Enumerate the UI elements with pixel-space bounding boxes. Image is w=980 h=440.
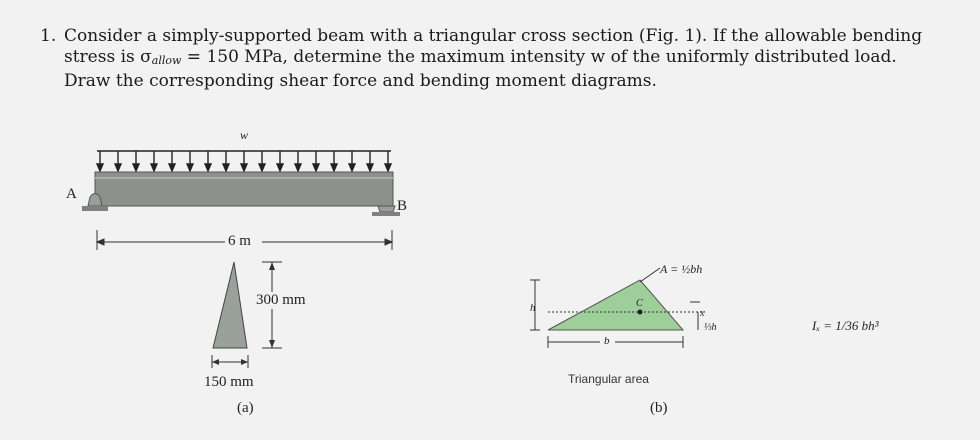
problem-line-1: Consider a simply-supported beam with a triangular cross section (Fig. 1). If the allowable bending bbox=[64, 26, 923, 46]
support-b-label: B bbox=[397, 198, 408, 214]
caption-a: (a) bbox=[237, 400, 254, 416]
problem-line-3: Draw the corresponding shear force and bending moment diagrams. bbox=[64, 71, 657, 91]
support-a-label: A bbox=[66, 186, 77, 202]
area-formula: A = ½bh bbox=[660, 262, 703, 276]
load-arrow-head bbox=[187, 164, 193, 171]
load-arrow-head bbox=[133, 164, 139, 171]
centroid-offset: ⅓h bbox=[704, 322, 717, 333]
load-arrow-head bbox=[223, 164, 229, 171]
load-arrow-head bbox=[97, 164, 103, 171]
load-arrow-head bbox=[331, 164, 337, 171]
height-label: 300 mm bbox=[256, 292, 306, 308]
load-arrow-head bbox=[169, 164, 175, 171]
problem-line-2-end: = 150 MPa, determine the maximum intensity w of the uniformly distributed load. bbox=[181, 47, 897, 67]
centroid-symbol: C bbox=[636, 298, 643, 309]
load-arrow-head bbox=[205, 164, 211, 171]
load-arrow-head bbox=[367, 164, 373, 171]
load-arrow-head bbox=[313, 164, 319, 171]
load-arrow-head bbox=[241, 164, 247, 171]
caption-b: (b) bbox=[650, 400, 668, 416]
base-symbol: b bbox=[604, 335, 610, 347]
triangle-title: Triangular area bbox=[568, 372, 649, 386]
roller-support-b bbox=[372, 206, 400, 216]
triangular-cross-section bbox=[212, 262, 282, 368]
height-symbol: h bbox=[530, 302, 536, 314]
distributed-load-arrows bbox=[97, 151, 391, 171]
load-label: w bbox=[240, 128, 249, 142]
problem-line-2-start: stress is σ bbox=[64, 47, 152, 67]
sigma-subscript: allow bbox=[151, 54, 182, 67]
inertia-formula: Iₓ = 1/36 bh³ bbox=[812, 318, 879, 333]
load-arrow-head bbox=[115, 164, 121, 171]
span-label: 6 m bbox=[228, 233, 251, 249]
load-arrow-head bbox=[259, 164, 265, 171]
load-arrow-head bbox=[385, 164, 391, 171]
base-label: 150 mm bbox=[204, 374, 254, 390]
load-arrow-head bbox=[295, 164, 301, 171]
figure-b-triangle bbox=[530, 268, 705, 348]
axis-symbol: x bbox=[700, 308, 705, 319]
problem-number: 1. bbox=[40, 26, 57, 46]
load-arrow-head bbox=[349, 164, 355, 171]
load-arrow-head bbox=[277, 164, 283, 171]
load-arrow-head bbox=[151, 164, 157, 171]
